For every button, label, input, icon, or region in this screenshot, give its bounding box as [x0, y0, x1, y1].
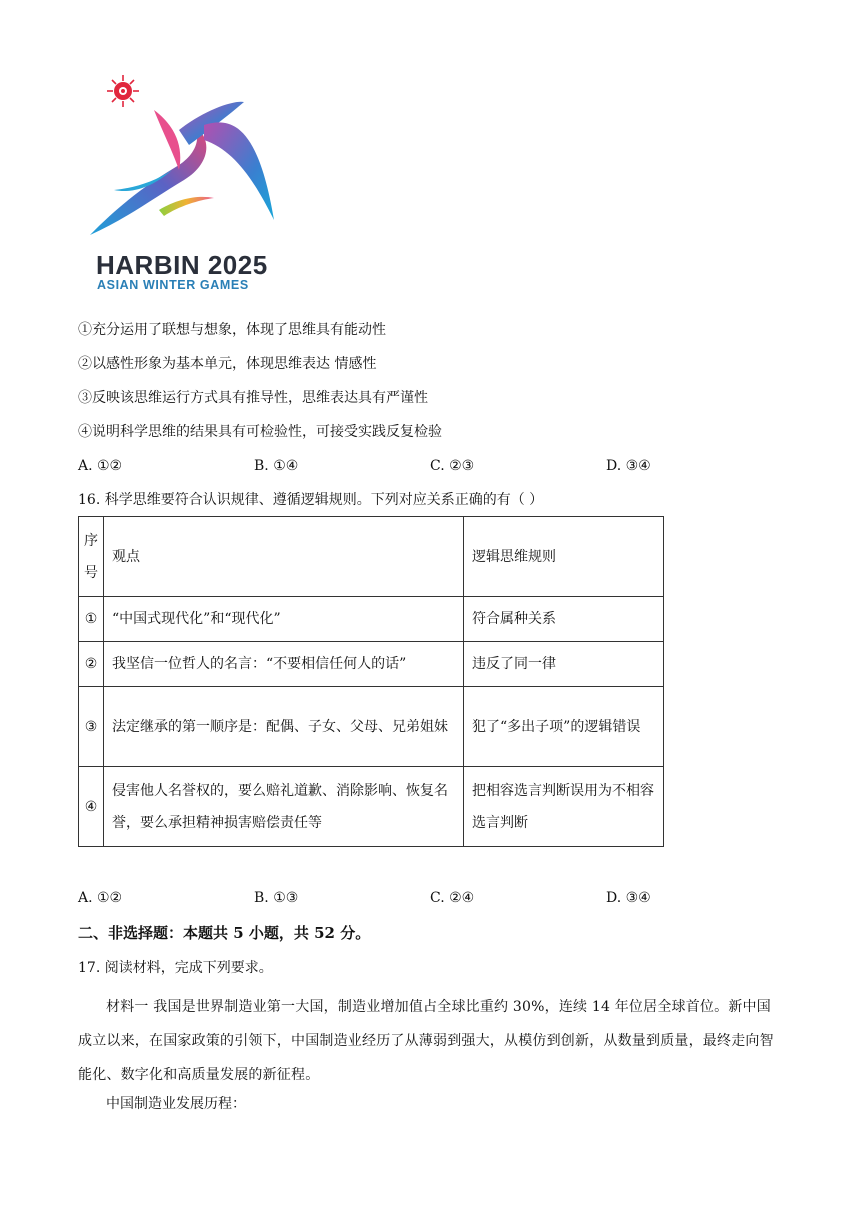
header-no-line1: 序	[84, 532, 98, 549]
q15-option-d[interactable]: D. ③④	[606, 458, 651, 474]
q16-option-c[interactable]: C. ②④	[430, 890, 475, 906]
q15-statement-1: ①充分运用了联想与想象，体现了思维具有能动性	[78, 322, 386, 338]
q15-statement-3: ③反映该思维运行方式具有推导性，思维表达具有严谨性	[78, 390, 428, 406]
row-view: “中国式现代化”和“现代化”	[104, 597, 464, 642]
logo-title: HARBIN 2025	[96, 250, 268, 280]
q16-stem: 16. 科学思维要符合认识规律、遵循逻辑规则。下列对应关系正确的有（ ）	[78, 492, 544, 508]
q16-table	[78, 516, 664, 847]
section-heading: 二、非选择题：本题共 5 小题，共 52 分。	[78, 924, 371, 942]
q16-option-b[interactable]: B. ①③	[254, 890, 299, 906]
row-view: 法定继承的第一顺序是：配偶、子女、父母、兄弟姐妹	[104, 687, 464, 767]
logo-emblem-icon	[84, 70, 284, 250]
table-row	[79, 767, 664, 847]
row-no: ③	[79, 687, 104, 767]
q17-history-title: 中国制造业发展历程：	[106, 1096, 246, 1112]
table-row	[79, 642, 664, 687]
row-no: ④	[79, 767, 104, 847]
header-rule: 逻辑思维规则	[464, 517, 664, 597]
logo-subtitle: ASIAN WINTER GAMES	[97, 278, 249, 292]
q15-option-c[interactable]: C. ②③	[430, 458, 475, 474]
harbin-2025-logo	[84, 70, 284, 300]
row-no: ①	[79, 597, 104, 642]
q15-statement-2: ②以感性形象为基本单元，体现思维表达 情感性	[78, 356, 377, 372]
table-row	[79, 597, 664, 642]
row-rule: 符合属种关系	[464, 597, 664, 642]
table-header-row	[79, 517, 664, 597]
table-row	[79, 687, 664, 767]
q17-stem: 17. 阅读材料，完成下列要求。	[78, 960, 273, 976]
q15-option-b[interactable]: B. ①④	[254, 458, 299, 474]
row-rule: 犯了“多出子项”的逻辑错误	[464, 687, 664, 767]
header-no	[79, 517, 104, 597]
q16-option-a[interactable]: A. ①②	[78, 890, 123, 906]
q16-option-d[interactable]: D. ③④	[606, 890, 651, 906]
q17-material-1: 材料一 我国是世界制造业第一大国，制造业增加值占全球比重约 30%，连续 14 年位居全球首位。新中国成立以来，在国家政策的引领下，中国制造业经历了从薄弱到强大，从模仿到创新，从数量到质量，最终走向智能化、数字化和高质量发展的新征程。	[78, 999, 774, 1083]
row-rule: 把相容选言判断误用为不相容选言判断	[464, 767, 664, 847]
row-view: 我坚信一位哲人的名言：“不要相信任何人的话”	[104, 642, 464, 687]
row-no: ②	[79, 642, 104, 687]
header-no-line2: 号	[84, 564, 98, 581]
q15-statement-4: ④说明科学思维的结果具有可检验性，可接受实践反复检验	[78, 424, 442, 440]
row-rule: 违反了同一律	[464, 642, 664, 687]
row-view: 侵害他人名誉权的，要么赔礼道歉、消除影响、恢复名誉，要么承担精神损害赔偿责任等	[104, 767, 464, 847]
q15-option-a[interactable]: A. ①②	[78, 458, 123, 474]
header-view: 观点	[104, 517, 464, 597]
